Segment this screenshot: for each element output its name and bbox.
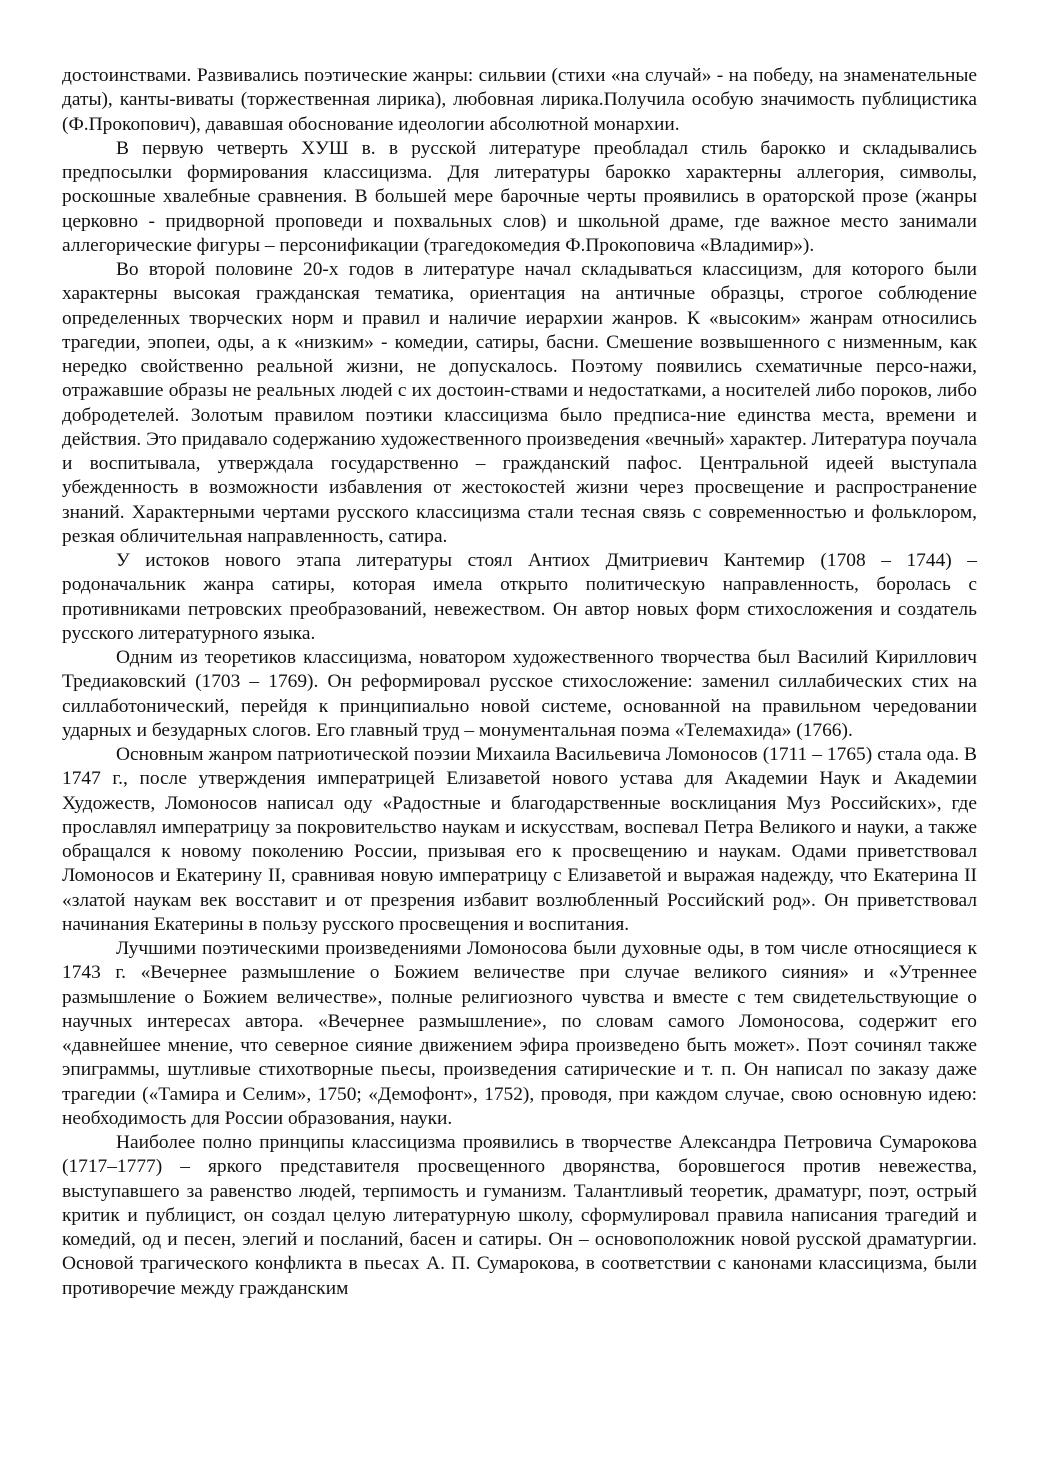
paragraph-6: Основным жанром патриотической поэзии Михаила Васильевича Ломоносов (1711 – 1765) стала ода. В 1747 г., после утверждения императрицей Елизаветой нового устава для Академии Наук и Академии Художеств, Ломоносов написал оду «Радостные и благодарственные восклицания Муз Российских», где прославлял императрицу за покровительство наукам и искусствам, воспевал Петра Великого и науки, а также обращался к новому поколению России, призывая его к просвещению и наукам. Одами приветствовал Ломоносов и Екатерину II, сравнивая новую императрицу с Елизаветой и выражая надежду, что Екатерина II «златой наукам век восставит и от презрения избавит возлюбленный Российский род». Он приветствовал начинания Екатерины в пользу русского просвещения и воспитания.: [62, 744, 977, 935]
paragraph-4: У истоков нового этапа литературы стоял Антиох Дмитриевич Кантемир (1708 – 1744) – родоначальник жанра сатиры, которая имела открыто политическую направленность, боролась с противниками петровских преобразований, невежеством. Он автор новых форм стихосложения и создатель русского литературного языка.: [62, 550, 977, 644]
document-page: [62, 64, 977, 1301]
paragraph-8: Наиболее полно принципы классицизма проявились в творчестве Александра Петровича Сумарокова (1717–1777) – яркого представителя просвещенного дворянства, боровшегося против невежества, выступавшего за равенство людей, терпимость и гуманизм. Талантливый теоретик, драматург, поэт, острый критик и публицист, он создал целую литературную школу, сформулировал правила написания трагедий и комедий, од и песен, элегий и посланий, басен и сатиры. Он – основоположник новой русской драматургии. Основой трагического конфликта в пьесах А. П. Сумарокова, в соответствии с канонами классицизма, были противоречие между гражданским: [62, 1132, 977, 1299]
paragraph-5: Одним из теоретиков классицизма, новатором художественного творчества был Василий Кириллович Тредиаковский (1703 – 1769). Он реформировал русское стихосложение: заменил силлабических стих на силлаботонический, перейдя к принципиально новой системе, основанной на правильном чередовании ударных и безударных слогов. Его главный труд – монументальная поэма «Телемахида» (1766).: [62, 647, 977, 741]
paragraph-2: В первую четверть ХУШ в. в русской литературе преобладал стиль барокко и складывались предпосылки формирования классицизма. Для литературы барокко характерны аллегория, символы, роскошные хвалебные сравнения. В большей мере барочные черты проявились в ораторской прозе (жанры церковно - придворной проповеди и похвальных слов) и школьной драме, где важное место занимали аллегорические фигуры – персонификации (трагедокомедия Ф.Прокоповича «Владимир»).: [62, 137, 977, 256]
paragraph-3: Во второй половине 20-х годов в литературе начал складываться классицизм, для которого были характерны высокая гражданская тематика, ориентация на античные образцы, строгое соблюдение определенных творческих норм и правил и наличие иерархии жанров. К «высоким» жанрам относились трагедии, эпопеи, оды, а к «низким» - комедии, сатиры, басни. Смешение возвышенного с низменным, как нередко свойственно реальной жизни, не допускалось. Поэтому появились схематичные персо-нажи, отражавшие образы не реальных людей с их достоин-ствами и недостатками, а носителей либо пороков, либо добродетелей. Золотым правилом поэтики классицизма было предписа-ние единства места, времени и действия. Это придавало содержанию художественного произведения «вечный» характер. Литература поучала и воспитывала, утверждала государственно – гражданский пафос. Центральной идеей выступала убежденность в возможности избавления от жестокостей жизни через просвещение и распространение знаний. Характерными чертами русского классицизма стали тесная связь с современностью и фольклором, резкая обличительная направленность, сатира.: [62, 259, 977, 547]
paragraph-7: Лучшими поэтическими произведениями Ломоносова были духовные оды, в том числе относящиеся к 1743 г. «Вечернее размышление о Божием величестве при случае великого сияния» и «Утреннее размышление о Божием величестве», полные религиозного чувства и вместе с тем свидетельствующие о научных интересах автора. «Вечернее размышление», по словам самого Ломоносова, содержит его «давнейшее мнение, что северное сияние движением эфира произведено быть может». Поэт сочинял также эпиграммы, шутливые стихотворные пьесы, произведения сатирические и т. п. Он написал по заказу даже трагедии («Тамира и Селим», 1750; «Демофонт», 1752), проводя, при каждом случае, свою основную идею: необходимость для России образования, науки.: [62, 938, 977, 1129]
paragraph-1: достоинствами. Развивались поэтические жанры: сильвии (стихи «на случай» - на победу, на знаменательные даты), канты-виваты (торжественная лирика), любовная лирика.Получила особую значимость публицистика (Ф.Прокопович), дававшая обоснование идеологии абсолютной монархии.: [62, 65, 977, 135]
